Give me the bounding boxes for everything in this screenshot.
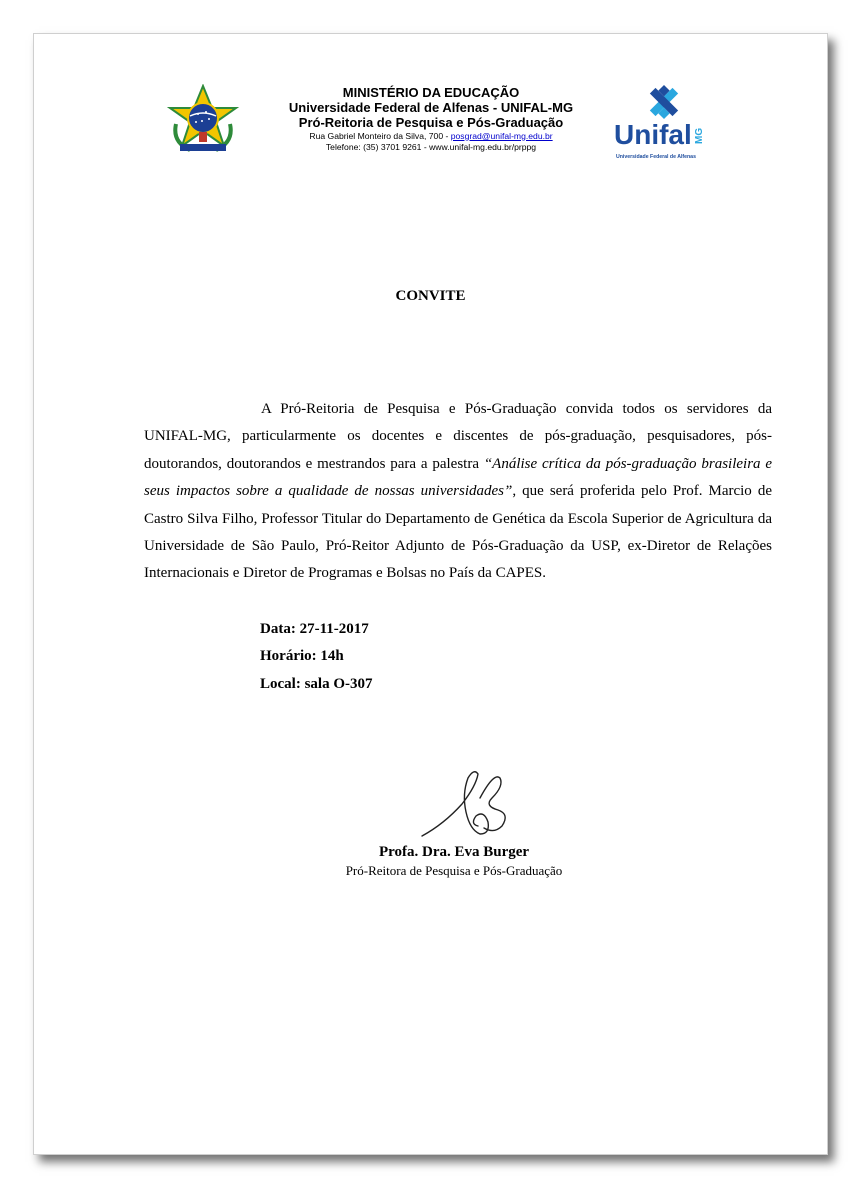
email-link[interactable]: posgrad@unifal-mg.edu.br bbox=[450, 130, 553, 141]
lecture-title: “Análise crítica da pós-graduação brasileira e seus impactos sobre a qualidade de nossas universidades” bbox=[144, 455, 772, 500]
phone-line: Telefone: (35) 3701 9261 - www.unifal-mg.edu.br/prppg bbox=[325, 141, 537, 152]
office-name: Pró-Reitoria de Pesquisa e Pós-Graduação bbox=[298, 114, 564, 130]
logo-caption: Universidade Federal de Alfenas bbox=[616, 154, 696, 160]
letterhead bbox=[34, 34, 827, 194]
logo-wordmark: Unifal bbox=[614, 119, 692, 150]
invitation-body bbox=[144, 396, 772, 588]
logo-mg: MG bbox=[694, 127, 705, 144]
coat-of-arms-icon bbox=[166, 84, 240, 156]
address-text: Rua Gabriel Monteiro da Silva, 700 - bbox=[309, 130, 451, 141]
unifal-logo-icon bbox=[612, 82, 712, 164]
signer-role: Pró-Reitora de Pesquisa e Pós-Graduação bbox=[345, 863, 563, 878]
handwritten-signature bbox=[414, 764, 524, 844]
address-line bbox=[256, 131, 606, 142]
document-title: CONVITE bbox=[395, 288, 466, 304]
letterhead-text bbox=[256, 86, 606, 152]
university-name: Universidade Federal de Alfenas - UNIFAL-MG bbox=[288, 99, 574, 115]
ministry-name: MINISTÉRIO DA EDUCAÇÃO bbox=[342, 85, 520, 100]
document-page bbox=[33, 33, 828, 1155]
event-place: Local: sala O-307 bbox=[260, 675, 373, 692]
paragraph-start: A Pró-Reitoria de Pesquisa e Pós-Graduação convida todos os servidores da UNIFAL-MG, particularmente os docentes e discentes de pós-graduação, pesquisadores, pós-doutorandos, doutorandos e mestrandos para a palestra bbox=[144, 401, 772, 472]
event-time: Horário: 14h bbox=[260, 648, 344, 665]
invitation-paragraph bbox=[144, 396, 772, 588]
event-details bbox=[260, 616, 373, 698]
signer-name: Profa. Dra. Eva Burger bbox=[378, 844, 530, 860]
paragraph-end: , que será proferida pelo Prof. Marcio de Castro Silva Filho, Professor Titular do Departamento de Genética da Escola Superior de Agricultura da Universidade de São Paulo, Pró-Reitor Adjunto de Pós-Graduação da USP, ex-Diretor de Relações Internacionais e Diretor de Programas e Bolsas no País da CAPES. bbox=[144, 483, 772, 582]
signer-block bbox=[314, 842, 594, 880]
event-date: Data: 27-11-2017 bbox=[260, 621, 369, 637]
